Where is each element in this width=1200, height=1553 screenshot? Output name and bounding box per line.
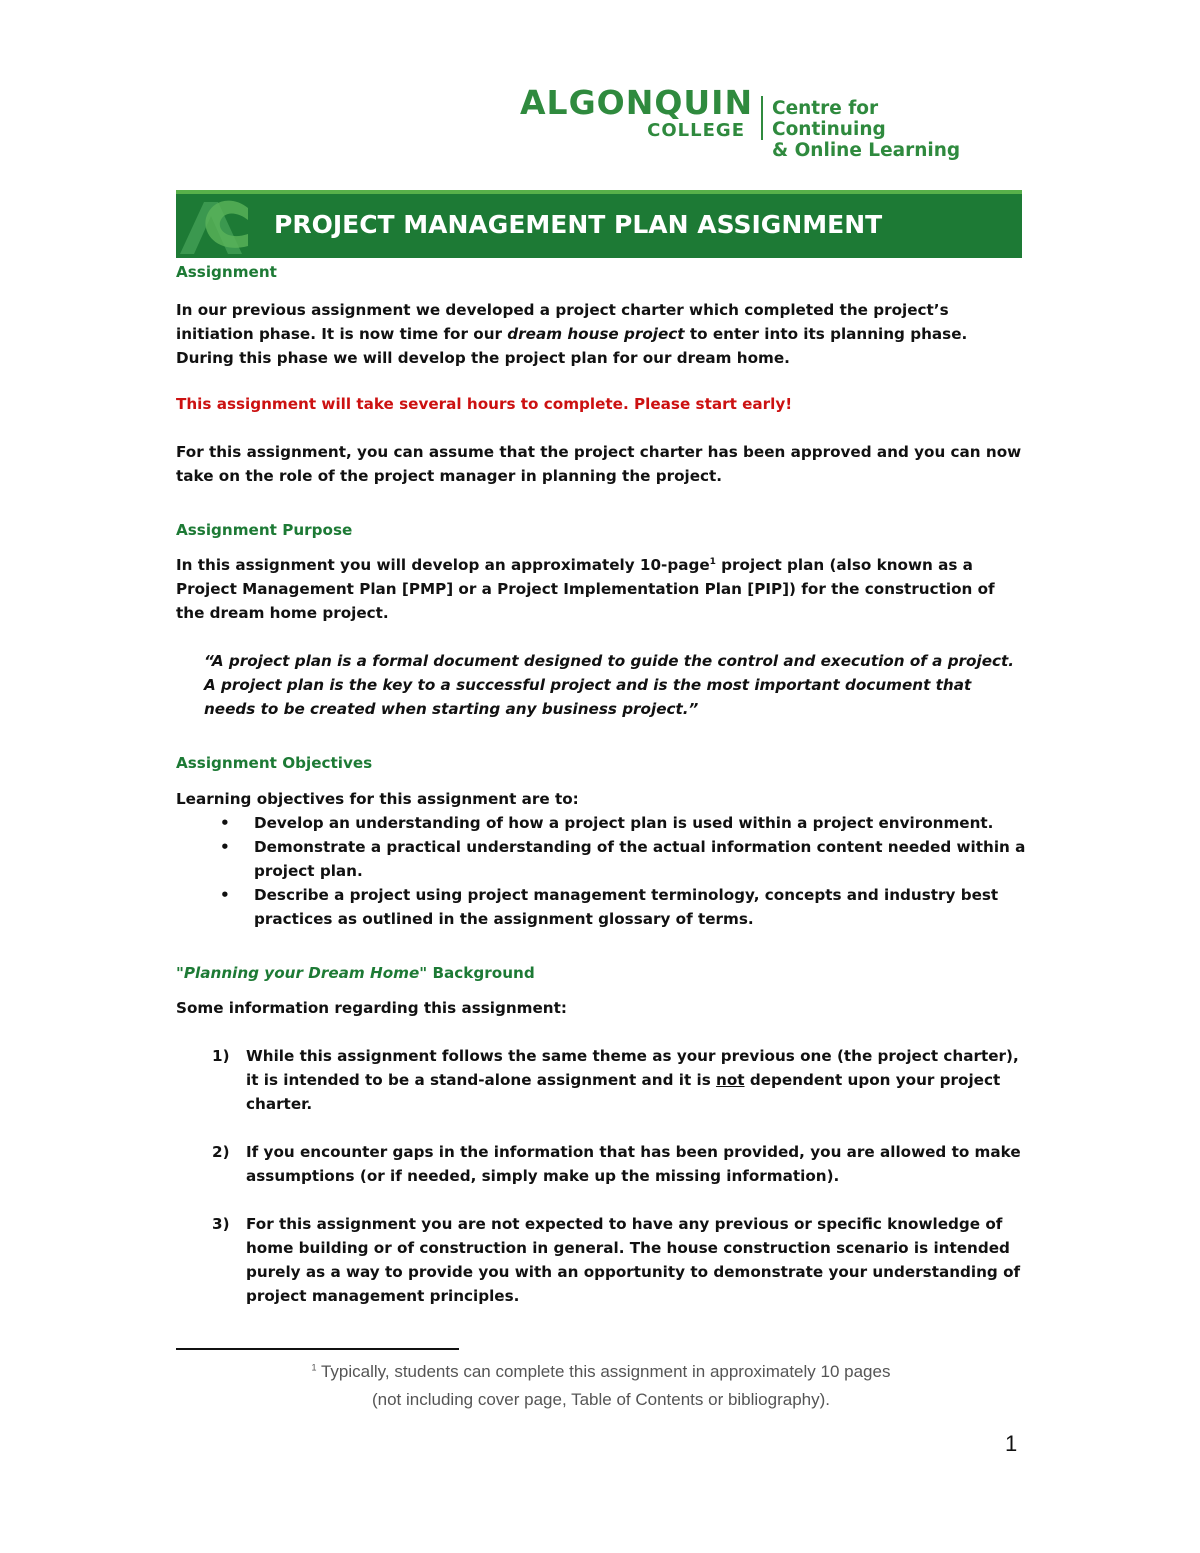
list-item bbox=[176, 1140, 1026, 1188]
intro-emphasis: dream house project bbox=[507, 325, 685, 343]
warning-text: This assignment will take several hours to complete. Please start early! bbox=[176, 395, 793, 413]
project-plan-quote: “A project plan is a formal document designed to guide the control and execution of a project. A project plan is the key to a successful project and is the most important document that needs to be created when starting any business project.” bbox=[204, 652, 1015, 718]
purpose-text-a: In this assignment you will develop an approximately 10-page bbox=[176, 556, 710, 574]
background-heading bbox=[176, 961, 1026, 985]
intro-text-b: to enter into its planning phase. During this phase we will develop the project plan for our dream home. bbox=[176, 325, 968, 367]
item-text-a: While this assignment follows the same theme as your previous one (the project charter), it is intended to be a stand-alone assignment and it is bbox=[246, 1047, 1019, 1089]
heading-quote-open: " bbox=[176, 964, 184, 982]
list-item bbox=[176, 1044, 1026, 1116]
purpose-paragraph bbox=[176, 553, 1026, 625]
intro-paragraph bbox=[176, 298, 1026, 370]
list-item bbox=[176, 1212, 1026, 1308]
objectives-list bbox=[176, 811, 1026, 931]
list-item: • Develop an understanding of how a project plan is used within a project environment. bbox=[176, 811, 1026, 835]
background-intro: Some information regarding this assignment: bbox=[176, 999, 567, 1017]
item-underline: not bbox=[716, 1071, 745, 1089]
assignment-heading: Assignment bbox=[176, 263, 277, 281]
objectives-intro: Learning objectives for this assignment are to: bbox=[176, 790, 579, 808]
item-text-b: dependent upon your project charter. bbox=[246, 1071, 1001, 1113]
purpose-heading: Assignment Purpose bbox=[176, 521, 353, 539]
document-body bbox=[176, 258, 1026, 1332]
logo-sub1: Centre for Continuing bbox=[772, 98, 886, 140]
background-list bbox=[176, 1044, 1026, 1308]
banner-top-stripe bbox=[176, 190, 1022, 194]
background-heading-rest: Background bbox=[427, 964, 535, 982]
logo-subtitle bbox=[772, 98, 990, 161]
list-number: 3) bbox=[212, 1215, 230, 1233]
logo-sub2: & Online Learning bbox=[772, 140, 961, 161]
item-text: For this assignment you are not expected to have any previous or specific knowledge of home building or of construction in general. The house construction scenario is intended purely as a way to provide you with an opportunity to demonstrate your understanding of project management principles. bbox=[246, 1215, 1021, 1305]
list-item: • Describe a project using project management terminology, concepts and industry best practices as outlined in the assignment glossary of terms. bbox=[176, 883, 1026, 931]
charter-approved-paragraph: For this assignment, you can assume that the project charter has been approved and you can now take on the role of the project manager in planning the project. bbox=[176, 443, 1022, 485]
background-heading-emphasis: Planning your Dream Home bbox=[183, 964, 420, 982]
list-number: 2) bbox=[212, 1143, 230, 1161]
title-banner bbox=[176, 190, 1022, 258]
logo-wordmark bbox=[520, 83, 754, 141]
footnote-line1 bbox=[176, 1358, 1026, 1386]
list-item: • Demonstrate a practical understanding of the actual information content needed within a project plan. bbox=[176, 835, 1026, 883]
footnote-text1: Typically, students can complete this assignment in approximately 10 pages bbox=[316, 1362, 891, 1381]
heading-quote-close: " bbox=[419, 964, 428, 982]
intro-text-a: In our previous assignment we developed a project charter which completed the project’s initiation phase. It is now time for our bbox=[176, 301, 949, 343]
footnote bbox=[176, 1358, 1026, 1414]
logo-line1: ALGONQUIN bbox=[520, 83, 754, 122]
footnote-ref: 1 bbox=[709, 556, 716, 567]
footnote-marker: 1 bbox=[311, 1362, 317, 1373]
logo-divider bbox=[761, 96, 763, 140]
algonquin-college-logo bbox=[520, 83, 990, 161]
purpose-text-b: project plan (also known as a Project Management Plan [PMP] or a Project Implementation Plan [PIP]) for the construction of the dream home project. bbox=[176, 556, 995, 622]
objectives-heading: Assignment Objectives bbox=[176, 754, 373, 772]
ac-emblem-icon bbox=[178, 194, 248, 258]
list-number: 1) bbox=[212, 1047, 230, 1065]
footnote-line2: (not including cover page, Table of Contents or bibliography). bbox=[371, 1390, 831, 1409]
page-number: 1 bbox=[1005, 1431, 1018, 1456]
item-text: If you encounter gaps in the information that has been provided, you are allowed to make assumptions (or if needed, simply make up the missing information). bbox=[246, 1143, 1021, 1185]
logo-line2: COLLEGE bbox=[647, 120, 745, 141]
footnote-separator bbox=[176, 1348, 459, 1350]
page-title: PROJECT MANAGEMENT PLAN ASSIGNMENT bbox=[274, 210, 883, 239]
